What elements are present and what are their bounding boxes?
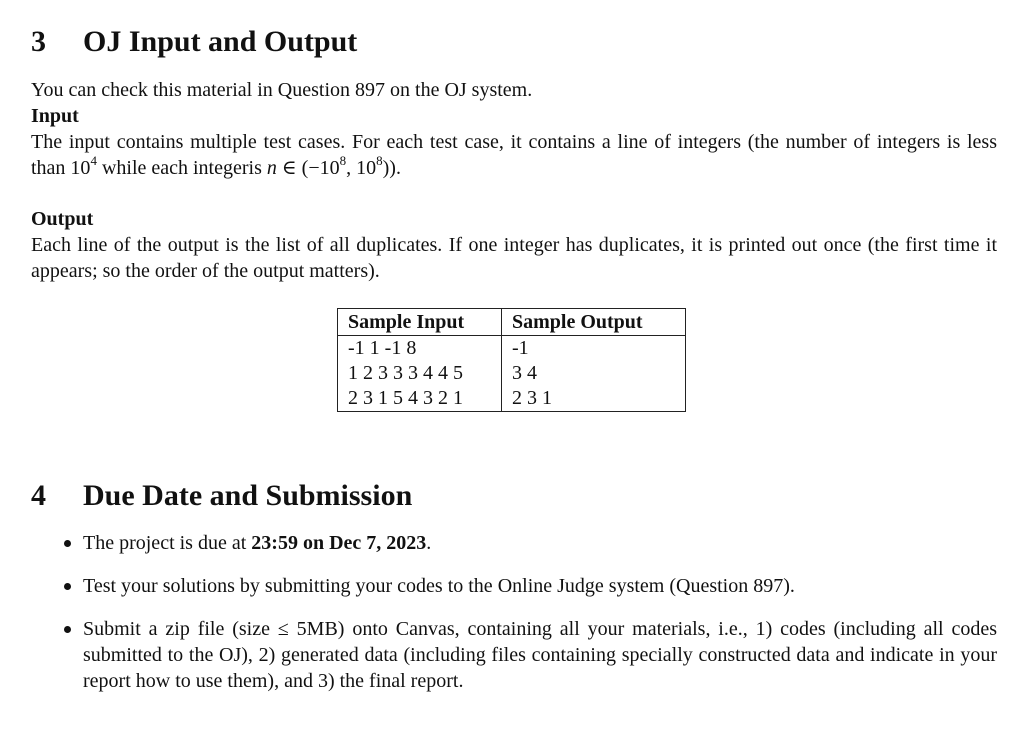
table-row <box>338 386 686 412</box>
bullet-icon <box>64 583 71 590</box>
intro-paragraph: You can check this material in Question 897 on the OJ system. <box>31 79 533 101</box>
input-text: The input contains multiple test cases. For each test case, it contains a line of integers (the number of integers is less than 10 <box>31 131 997 179</box>
item-text: . <box>426 532 432 554</box>
exponent: 8 <box>376 152 383 168</box>
exponent: 8 <box>339 152 347 168</box>
output-paragraph: Each line of the output is the list of all duplicates. If one integer has duplicates, it is printed out once (the first time it appears; so the order of the output matters). <box>31 234 997 282</box>
bullet-icon <box>64 626 71 633</box>
table-row <box>338 336 686 362</box>
exponent: 4 <box>90 152 97 168</box>
input-text: )). <box>382 156 401 179</box>
input-text: while each integeris <box>96 156 267 179</box>
item-text: Submit a zip file (size ≤ 5MB) onto Canvas, containing all your materials, i.e., 1) codes (including all codes submitted to the OJ), 2) generated data (including files containing specially constructed data and indicate in your report how to use them), and 3) the final report. <box>83 618 997 692</box>
table-row <box>338 361 686 386</box>
input-heading: Input <box>31 105 79 127</box>
submission-list <box>31 530 997 694</box>
bullet-icon <box>64 540 71 547</box>
list-item <box>31 530 997 556</box>
math-variable: n <box>266 156 277 179</box>
input-paragraph <box>31 130 997 181</box>
table-header: Sample Input <box>338 309 502 336</box>
section-title: OJ Input and Output <box>83 25 358 58</box>
input-text: ∈ (−10 <box>276 156 340 179</box>
table-header-row <box>338 309 686 336</box>
sample-table <box>337 308 686 412</box>
table-cell: 2 3 1 <box>512 387 552 409</box>
table-cell: 1 2 3 3 3 4 4 5 <box>338 361 502 386</box>
list-item <box>31 616 997 694</box>
table-cell: -1 1 -1 8 <box>338 336 502 362</box>
table-header: Sample Output <box>502 309 686 336</box>
item-bold-text: 23:59 on Dec 7, 2023 <box>251 532 427 554</box>
table-cell: 3 4 <box>512 362 537 384</box>
section-3-heading <box>31 27 357 57</box>
table-cell: 2 3 1 5 4 3 2 1 <box>338 386 502 412</box>
input-text: , 10 <box>346 156 377 179</box>
section-number: 3 <box>31 25 46 58</box>
output-heading: Output <box>31 208 94 230</box>
list-item <box>31 573 997 599</box>
item-text: Test your solutions by submitting your codes to the Online Judge system (Question 897). <box>83 575 795 597</box>
item-text: The project is due at <box>83 532 252 554</box>
section-4-heading <box>31 481 412 511</box>
section-number: 4 <box>31 479 46 512</box>
section-title: Due Date and Submission <box>83 479 413 512</box>
table-cell: -1 <box>512 337 529 359</box>
